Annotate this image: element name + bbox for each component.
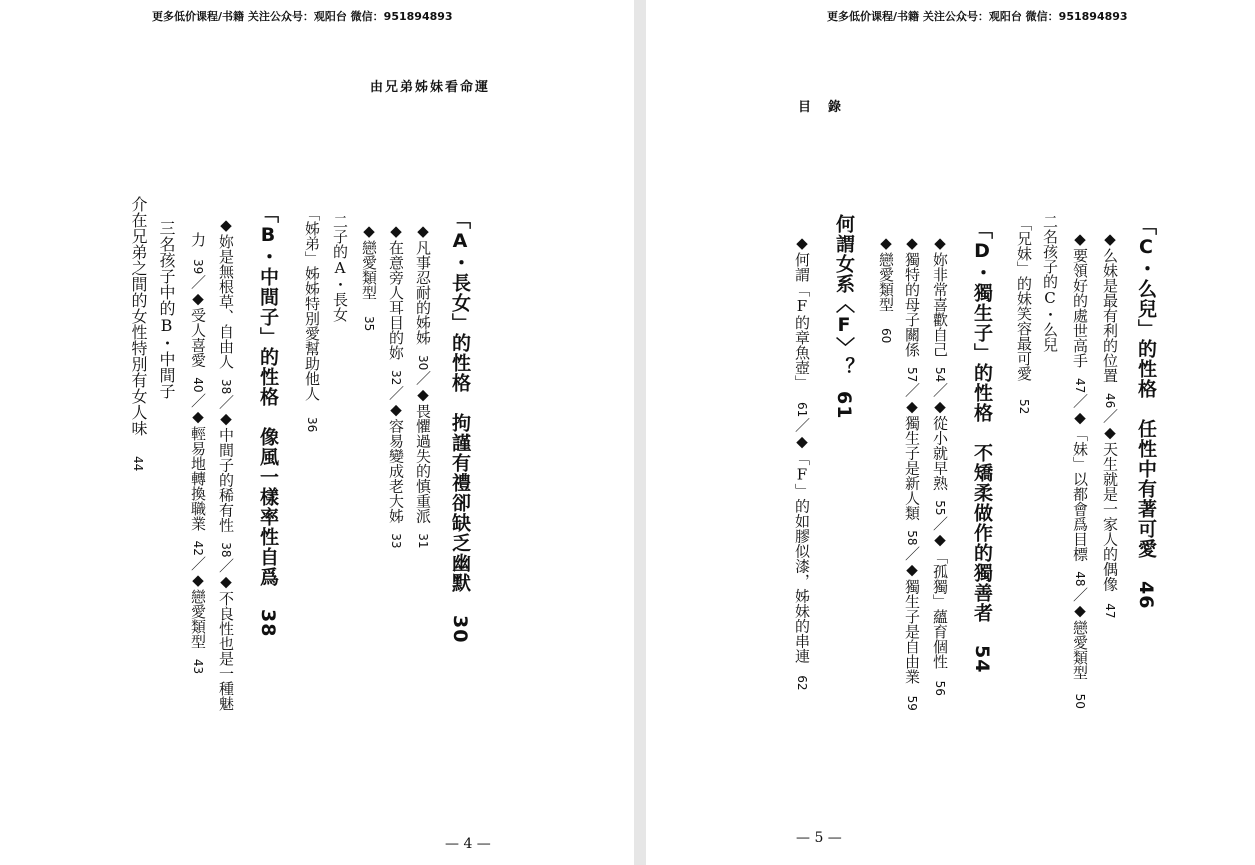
toc-page-number: 30	[416, 355, 430, 371]
toc-entry: ／◆受人喜愛	[189, 274, 207, 368]
toc-entry-title: 「B・中間子」的性格 像風一樣率性自爲	[257, 204, 279, 587]
toc-page-number: 44	[131, 456, 145, 472]
toc-subheading	[158, 220, 174, 399]
toc-item-row	[415, 222, 430, 549]
toc-page-number: 39	[191, 259, 205, 275]
right-page	[646, 0, 1255, 865]
toc-item-row	[1016, 216, 1031, 414]
toc-section-heading	[258, 204, 277, 637]
toc-page-number: 33	[389, 533, 403, 549]
toc-entry: ◆戀愛類型	[360, 222, 378, 300]
toc-entry: ◆妳是無根草、自由人	[217, 216, 235, 369]
toc-entry: 三名孩子中的B・中間子	[157, 220, 176, 399]
toc-subheading	[332, 214, 347, 322]
toc-page-number: 58	[905, 530, 919, 546]
toc-page-number: 36	[305, 417, 319, 433]
running-head: 由兄弟姊妹看命運	[370, 80, 491, 95]
toc-entry: ◆么妹是最有利的位置	[1101, 230, 1119, 383]
toc-page-number: 32	[389, 370, 403, 386]
toc-subheading	[1042, 214, 1057, 352]
toc-page-number: 52	[1017, 399, 1031, 415]
toc-item-row	[904, 234, 919, 711]
toc-entry: ◆妳非常喜歡自己	[931, 234, 949, 357]
toc-entry-title: 「A・長女」的性格 拘謹有禮卻缺乏幽默	[449, 210, 471, 593]
toc-item-row	[130, 196, 146, 471]
toc-item-row	[388, 222, 403, 549]
toc-page-number: 48	[1073, 571, 1087, 587]
toc-entry: ◆戀愛類型	[877, 234, 895, 312]
toc-section-heading	[450, 210, 469, 643]
toc-page-number: 54	[971, 645, 993, 674]
toc-page-number: 43	[191, 658, 205, 675]
running-head: 目 錄	[798, 100, 844, 115]
toc-page-number: 35	[362, 316, 376, 332]
toc-entry: ／◆「F」的如膠似漆，姊妹的串連	[793, 417, 811, 664]
toc-page-number: 47	[1103, 603, 1117, 619]
toc-item-row	[304, 206, 319, 432]
toc-item-row	[361, 222, 376, 331]
toc-page-number: 38	[219, 379, 233, 395]
toc-entry: ／◆輕易地轉換職業	[189, 392, 207, 531]
toc-page-number: 42	[191, 540, 205, 556]
toc-entry: 介在兄弟之間的女性特別有女人味	[129, 196, 148, 436]
toc-entry: ／◆「孤獨」蘊育個性	[931, 515, 949, 669]
toc-entry: ／◆「妹」以都會爲目標	[1071, 393, 1089, 562]
toc-page-number: 38	[219, 542, 233, 558]
toc-item-row	[878, 234, 893, 343]
toc-entry: ／◆中間子的稀有性	[217, 394, 235, 533]
toc-entry: 二名孩子的C・么兒	[1041, 214, 1059, 352]
toc-entry: ／◆不良性也是一種魅	[217, 557, 235, 711]
toc-page-number: 54	[933, 367, 947, 383]
toc-entry: ／◆畏懼過失的慎重派	[414, 370, 432, 524]
toc-entry: 力	[189, 232, 207, 247]
page-header: 更多低价课程/书籍 关注公众号：观阳台 微信：951894893	[827, 10, 1128, 23]
page-header: 更多低价课程/书籍 关注公众号：观阳台 微信：951894893	[152, 10, 453, 23]
toc-entry: ／◆天生就是一家人的偶像	[1101, 408, 1119, 592]
page-folio: — 4 —	[445, 836, 491, 852]
toc-entry: ／◆戀愛類型	[1071, 586, 1089, 680]
toc-page-number: 57	[905, 367, 919, 383]
toc-item-row	[1072, 230, 1087, 709]
toc-entry: ◆在意旁人耳目的妳	[387, 222, 405, 360]
toc-page-number: 30	[449, 615, 471, 644]
toc-section-heading	[1136, 216, 1155, 609]
toc-section-heading	[834, 214, 853, 419]
toc-page-number: 56	[933, 680, 947, 696]
toc-entry: ／◆容易變成老大姊	[387, 385, 405, 524]
toc-entry: ◆要領好的處世高手	[1071, 230, 1089, 368]
toc-item-row	[1102, 230, 1117, 619]
toc-page-number: 47	[1073, 378, 1087, 394]
toc-entry-title: 「C・么兒」的性格 任性中有著可愛	[1135, 216, 1157, 559]
toc-page-number: 40	[191, 377, 205, 393]
toc-page-number: 50	[1073, 693, 1087, 709]
toc-page-number: 38	[257, 609, 279, 638]
toc-entry: 「姊弟」姊姊特別愛幫助他人	[303, 206, 321, 401]
toc-page-number: 61	[833, 391, 855, 420]
toc-page-number: 59	[905, 695, 919, 711]
toc-item-row	[218, 216, 233, 711]
toc-entry-title: 「D・獨生子」的性格 不矯柔做作的獨善者	[971, 220, 993, 623]
toc-page-number: 46	[1103, 393, 1117, 409]
toc-page-number: 31	[416, 533, 430, 549]
toc-item-row	[794, 234, 809, 691]
toc-entry: ／◆從小就早熟	[931, 382, 949, 491]
toc-page-number: 61	[795, 402, 809, 418]
toc-page-number: 46	[1135, 581, 1157, 610]
toc-item-row	[932, 234, 947, 696]
toc-entry: ◆凡事忍耐的姊姊	[414, 222, 432, 345]
page-folio: — 5 —	[796, 830, 842, 846]
toc-entry: 「兄妹」的妹笑容最可愛	[1015, 216, 1033, 381]
toc-page-number: 55	[933, 500, 947, 516]
toc-entry: 二子的A・長女	[331, 214, 349, 322]
toc-page-number: 60	[879, 328, 893, 344]
toc-entry-title: 何謂女系〈F〉？	[833, 214, 855, 377]
toc-section-heading	[972, 220, 991, 673]
toc-entry: ／◆獨生子是自由業	[903, 545, 921, 684]
toc-item-row	[190, 232, 205, 674]
toc-entry: ／◆獨生子是新人類	[903, 382, 921, 521]
toc-entry: ◆何謂「F的章魚壺」	[793, 234, 811, 390]
toc-page-number: 62	[795, 675, 809, 691]
toc-entry: ／◆戀愛類型	[189, 555, 207, 649]
toc-entry: ◆獨特的母子關係	[903, 234, 921, 357]
